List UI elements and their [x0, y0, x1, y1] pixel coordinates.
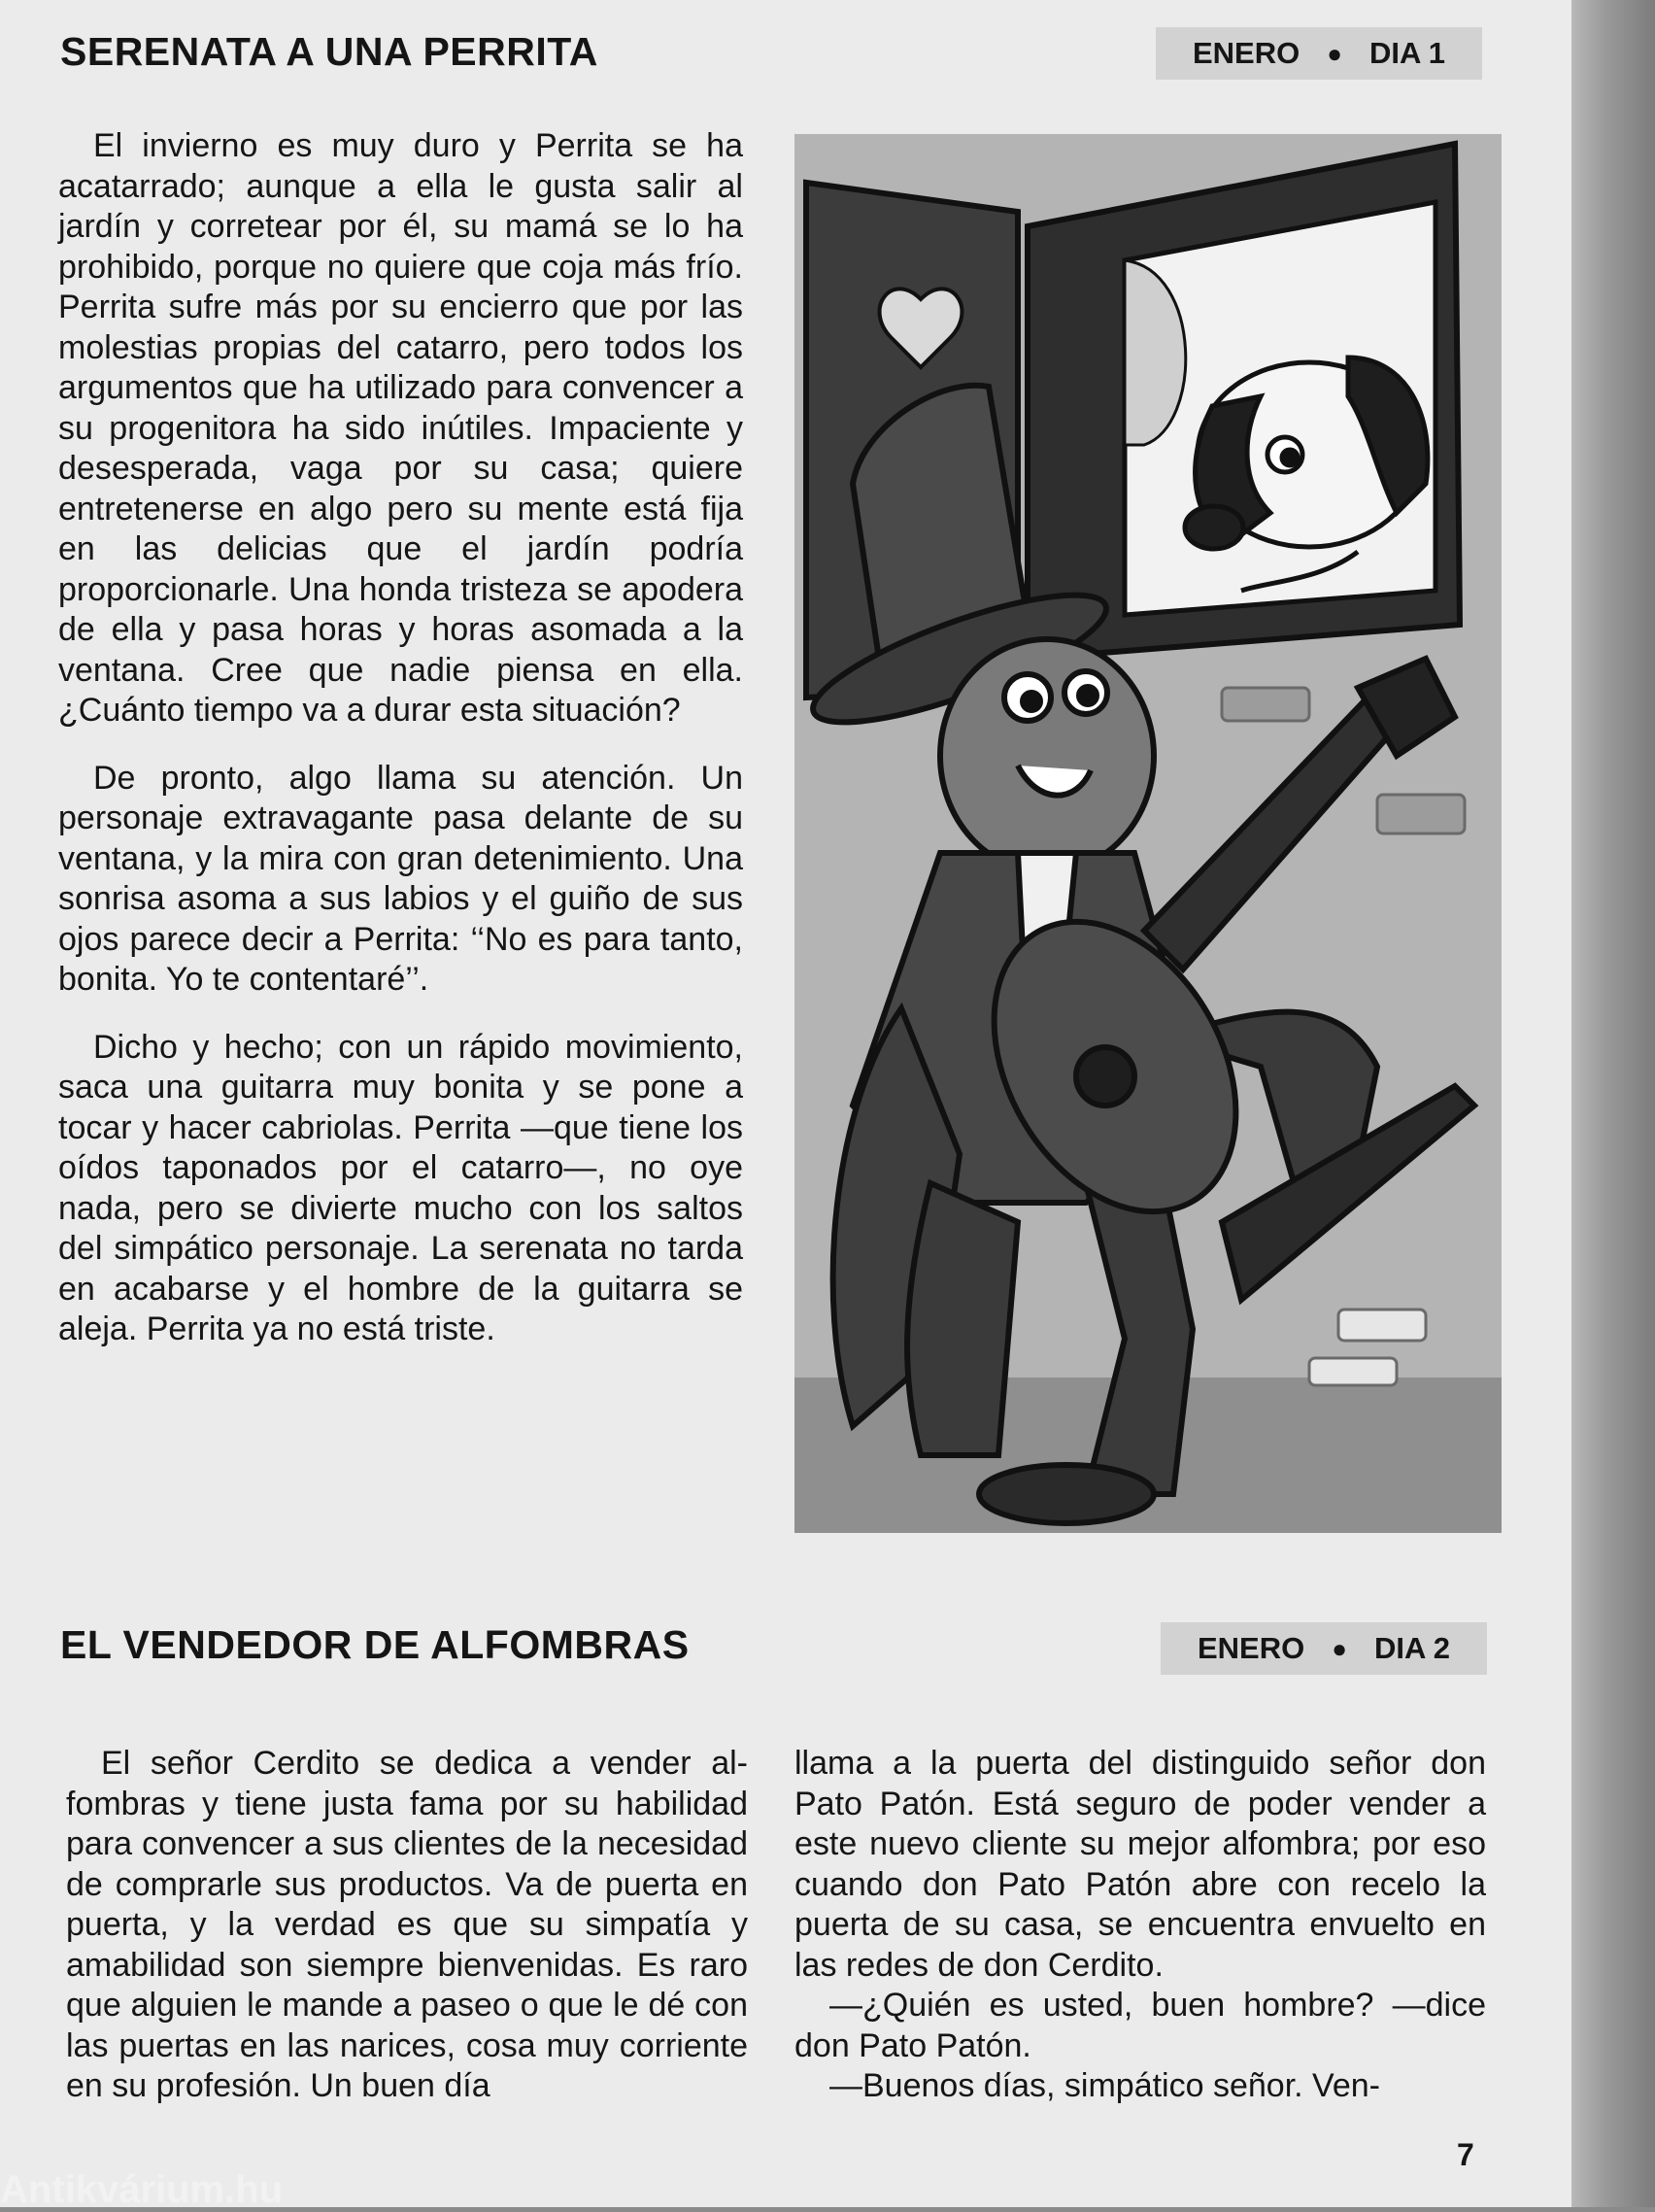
badge-month: ENERO	[1192, 36, 1300, 70]
story2-right-column	[794, 1744, 1486, 2107]
story2-left-column	[66, 1744, 748, 2107]
bullet-icon: ●	[1332, 1633, 1347, 1663]
watermark: Antikvárium.hu	[0, 2168, 284, 2211]
story2-date-badge	[1161, 1622, 1487, 1675]
story1-paragraph: El invierno es muy duro y Perrita se ha acatarrado; aunque a ella le gusta salir al jardín y corretear por él, su mamá se lo ha prohibido, porque no quiere que coja más frío. Perrita sufre más por su encierro que por las molestias propias del catarro, pero todos los argumentos que ha utilizado para convencer a su progenitora ha sido inútiles. Impaciente y desesperada, vaga por su casa; quiere entretenerse en algo pero su mente está fija en las delicias que el jardín podría proporcionarle. Una honda tristeza se apodera de ella y pasa horas y horas asomada a la ventana. Cree que nadie piensa en ella. ¿Cuánto tiempo va a durar esta situación?	[58, 127, 743, 729]
story2-paragraph: llama a la puerta del distinguido señor don Pato Patón. Está seguro de poder vender a este nuevo cliente su mejor alfombra; por eso cuando don Pato Patón abre con recelo la puerta de su casa, se encuentra envuelto en las redes de don Cerdito.	[794, 1745, 1486, 1984]
story1-body	[58, 126, 743, 1350]
page-number: 7	[1457, 2137, 1474, 2172]
story1-date-badge	[1156, 27, 1482, 80]
story2-title: EL VENDEDOR DE ALFOMBRAS	[60, 1622, 690, 1667]
story2-paragraph: El señor Cerdito se dedica a vender alfombras y tiene justa fama por su habilidad para convencer a sus clientes de la necesidad de comprarle sus productos. Va de puerta en puerta, y la verdad es que su simpatía y amabilidad son siempre bienvenidas. Es raro que alguien le mande a paseo o que le dé con las puertas en las narices, cosa muy corriente en su profesión. Un buen día	[66, 1745, 748, 2104]
story1-illustration	[794, 134, 1502, 1533]
badge-month: ENERO	[1197, 1631, 1305, 1665]
dialogue-line: —Buenos días, simpático señor. Ven-	[829, 2067, 1380, 2104]
page-edge-shadow	[1571, 0, 1655, 2207]
bullet-icon: ●	[1327, 38, 1342, 68]
story1-paragraph: Dicho y hecho; con un rápido movimiento, saca una guitarra muy bonita y se pone a tocar y hacer cabriolas. Perrita —que tiene los oídos taponados por el catarro—, no oye nada, pero se divierte mucho con los saltos del simpático personaje. La serenata no tarda en acabarse y el hombre de la guitarra se aleja. Perrita ya no está triste.	[58, 1028, 743, 1347]
dialogue-line: —¿Quién es usted, buen hombre? —dice don Pato Patón.	[794, 1987, 1486, 2064]
story1-paragraph: De pronto, algo llama su atención. Un personaje extravagante pasa delante de su ventana, y la mira con gran detenimiento. Una sonrisa asoma a sus labios y el guiño de sus ojos parece decir a Perrita: ‘‘No es para tanto, bonita. Yo te contentaré’’.	[58, 759, 743, 998]
badge-day: DIA 1	[1368, 36, 1446, 70]
badge-day: DIA 2	[1373, 1631, 1451, 1665]
story1-title: SERENATA A UNA PERRITA	[60, 29, 598, 74]
